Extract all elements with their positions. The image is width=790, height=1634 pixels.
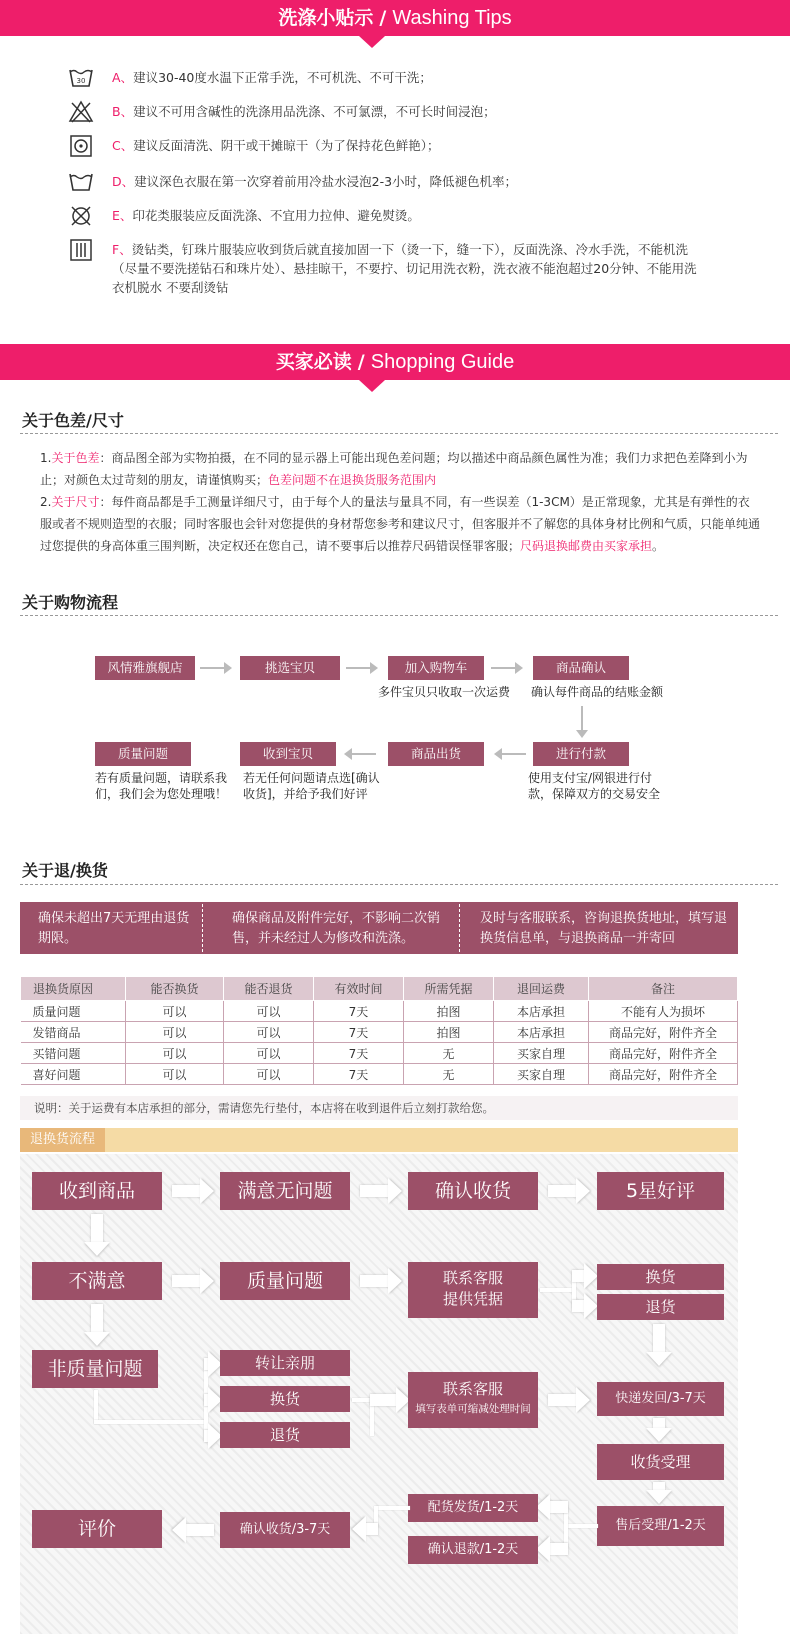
table-row: 买错问题 可以 可以 7天 无 买家自理 商品完好，附件齐全 [21,1043,738,1064]
flow-receive-note: 若无任何问题请点选[确认收货]，并给予我们好评 [243,771,380,801]
rf-unsatisfied: 不满意 [32,1262,162,1300]
tip-c: C、建议反面清洗、阴干或干摊晾干（为了保持花色鲜艳）； [112,138,440,153]
arrow-right [200,667,230,669]
connector [94,1420,206,1424]
banner-title-en: Shopping Guide [370,351,515,373]
arrow-down-icon [646,1324,672,1366]
th-exchange: 能否换货 [126,977,224,1001]
rf-quality: 质量问题 [220,1262,350,1300]
rf-refund2: 退货 [220,1422,350,1448]
connector [376,1506,410,1510]
arrow-right-icon [548,1387,590,1413]
rf-nonquality: 非质量问题 [32,1350,158,1388]
connector [352,1398,372,1402]
arrow-down-icon [646,1418,672,1442]
arrow-right-icon [172,1268,214,1294]
wash-30-icon [68,66,94,90]
policy-1: 确保未超出7天无理由退货期限。 [38,911,190,946]
arrow-down-icon [646,1482,672,1504]
tip-a: A、建议30-40度水温下正常手洗，不可机洗、不可干洗； [112,70,432,85]
arrow-right-icon [572,1263,598,1289]
policy-3: 及时与客服联系，咨询退换货地址，填写退换货信息单，与退换商品一并寄回 [480,911,728,946]
tip-e: E、印花类服装应反面洗涤、不宜用力拉伸、避免熨烫。 [112,208,420,223]
banner-pointer [359,36,385,48]
rf-ship: 配货发货/1-2天 [408,1494,538,1522]
rf-contact2: 联系客服 填写表单可缩减处理时间 [408,1372,538,1428]
table-row: 发错商品 可以 可以 7天 拍图 本店承担 商品完好，附件齐全 [21,1022,738,1043]
flow-confirm-note: 确认每件商品的结账金额 [531,685,664,699]
hand-wash-icon [68,170,94,194]
tip-d: D、建议深色衣服在第一次穿着前用冷盐水浸泡2-3小时，降低褪色机率； [112,174,518,189]
th-proof: 所需凭据 [404,977,494,1001]
tip-f: F、烫钻类，钉珠片服装应收到货后就直接加固一下（烫一下，缝一下），反面洗涤、冷水手洗，不能机洗（尽量不要洗搓钻石和珠片处）、悬挂晾干，不要拧、切记用洗衣粉，洗衣液不能泡超过20分钟、不能用洗衣机脱水 不要刮烫钻 [112,242,697,295]
shopping-guide-banner [0,344,790,380]
line-dry-icon [68,238,94,262]
section-title-returns: 关于退/换货 [22,861,108,880]
arrow-left-icon [536,1536,568,1562]
banner-sep: / [357,351,365,373]
arrow-down-icon [84,1304,110,1346]
rf-exchange: 换货 [597,1264,724,1290]
th-remark: 备注 [589,977,738,1001]
rf-confirm: 确认收货 [408,1172,538,1210]
dry-clean-icon [68,134,94,158]
connector [94,1390,98,1424]
rf-contact1: 联系客服 提供凭据 [408,1262,538,1318]
return-flow-title: 退换货流程 [20,1128,105,1152]
divider [20,884,778,885]
divider [20,615,778,616]
banner-pointer [359,380,385,392]
banner-title-en: Washing Tips [392,7,512,29]
flow-select: 挑选宝贝 [240,656,340,680]
shipping-note: 说明：关于运费有本店承担的部分，需请您先行垫付，本店将在收到退件后立刻打款给您。 [20,1096,738,1120]
flow-quality: 质量问题 [95,742,191,766]
arrow-left [496,753,526,755]
flow-receive: 收到宝贝 [240,742,336,766]
arrow-right-icon [360,1178,402,1204]
no-bleach-icon [68,100,94,124]
policy-divider [202,904,203,952]
return-flow-header [20,1128,738,1152]
rf-refund: 退货 [597,1294,724,1320]
policy-divider [459,904,460,952]
arrow-left-icon [536,1494,568,1520]
policy-2: 确保商品及附件完好，不影响二次销售，并未经过人为修改和洗涤。 [232,911,441,946]
rf-accept: 收货受理 [597,1444,724,1480]
arrow-left-icon [352,1516,378,1542]
no-iron-icon [68,204,94,228]
section-title-process: 关于购物流程 [22,593,119,612]
divider [20,433,778,434]
rf-received: 收到商品 [32,1172,162,1210]
flow-quality-note: 若有质量问题，请联系我们，我们会为您处理哦！ [95,771,228,801]
flow-cart-note: 多件宝贝只收取一次运费 [378,685,511,699]
connector [540,1288,574,1292]
color-note: 1.关于色差：商品图全部为实物拍摄，在不同的显示器上可能出现色差问题；均以描述中商品颜色属性为准；我们力求把色差降到小为止；对颜色太过苛刻的朋友，请谨慎购买；色差问题不在退换货服务范围内 [40,451,748,487]
rf-aftersale: 售后受理/1-2天 [597,1506,724,1546]
tip-b: B、建议不可用含碱性的洗涤用品洗涤、不可氯漂，不可长时间浸泡； [112,104,496,119]
flow-confirm: 商品确认 [533,656,629,680]
flow-store: 风情雅旗舰店 [95,656,195,680]
table-row: 喜好问题 可以 可以 7天 无 买家自理 商品完好，附件齐全 [21,1064,738,1085]
svg-text:30: 30 [76,77,86,85]
arrow-down [581,706,583,736]
rf-confirm2: 确认收货/3-7天 [220,1512,350,1548]
rf-express: 快递发回/3-7天 [597,1382,724,1416]
flow-cart: 加入购物车 [388,656,484,680]
arrow-right-icon [548,1178,590,1204]
th-refund: 能否退货 [224,977,314,1001]
flow-ship: 商品出货 [388,742,484,766]
rf-refund-confirm: 确认退款/1-2天 [408,1536,538,1564]
section-title-color-size: 关于色差/尺寸 [22,411,124,430]
table-header-row [21,977,738,1001]
flow-pay-note: 使用支付宝/网银进行付款，保障双方的交易安全 [528,771,661,801]
arrow-left-icon [172,1517,214,1543]
arrow-right-icon [370,1387,410,1413]
flow-pay: 进行付款 [533,742,629,766]
th-period: 有效时间 [314,977,404,1001]
arrow-right-icon [360,1268,402,1294]
rf-satisfied: 满意无问题 [220,1172,350,1210]
rf-exchange2: 换货 [220,1386,350,1412]
th-reason: 退换货原因 [21,977,126,1001]
rf-review: 评价 [32,1510,162,1548]
rf-5star: 5星好评 [597,1172,724,1210]
banner-title-cn: 买家必读 [275,351,352,373]
arrow-down-icon [84,1214,110,1256]
th-shipping: 退回运费 [494,977,589,1001]
banner-sep: / [379,7,387,29]
arrow-left [346,753,376,755]
size-note: 2.关于尺寸：每件商品都是手工测量详细尺寸，由于每个人的量法与量具不同，有一些误差（1-3CM）是正常现象，尤其是有弹性的衣服或者不规则造型的衣服；同时客服也会针对您提供的身材帮您参考和建议尺寸，但客服并不了解您的具体身材比例和气质，只能单纯通过您提供的身高体重三围判断，决定权还在您自己，请不要事后以推荐尺码错误怪罪客服；尺码退换邮费由买家承担。 [40,495,761,553]
washing-tips-banner [0,0,790,36]
arrow-right [346,667,376,669]
table-row: 质量问题 可以 可以 7天 拍图 本店承担 不能有人为损坏 [21,1001,738,1022]
connector [566,1524,598,1528]
arrow-right-icon [172,1178,214,1204]
arrow-right [491,667,521,669]
arrow-right-icon [572,1293,598,1319]
returns-table [20,976,738,1085]
rf-transfer: 转让亲朋 [220,1350,350,1376]
banner-title-cn: 洗涤小贴示 [278,7,374,29]
